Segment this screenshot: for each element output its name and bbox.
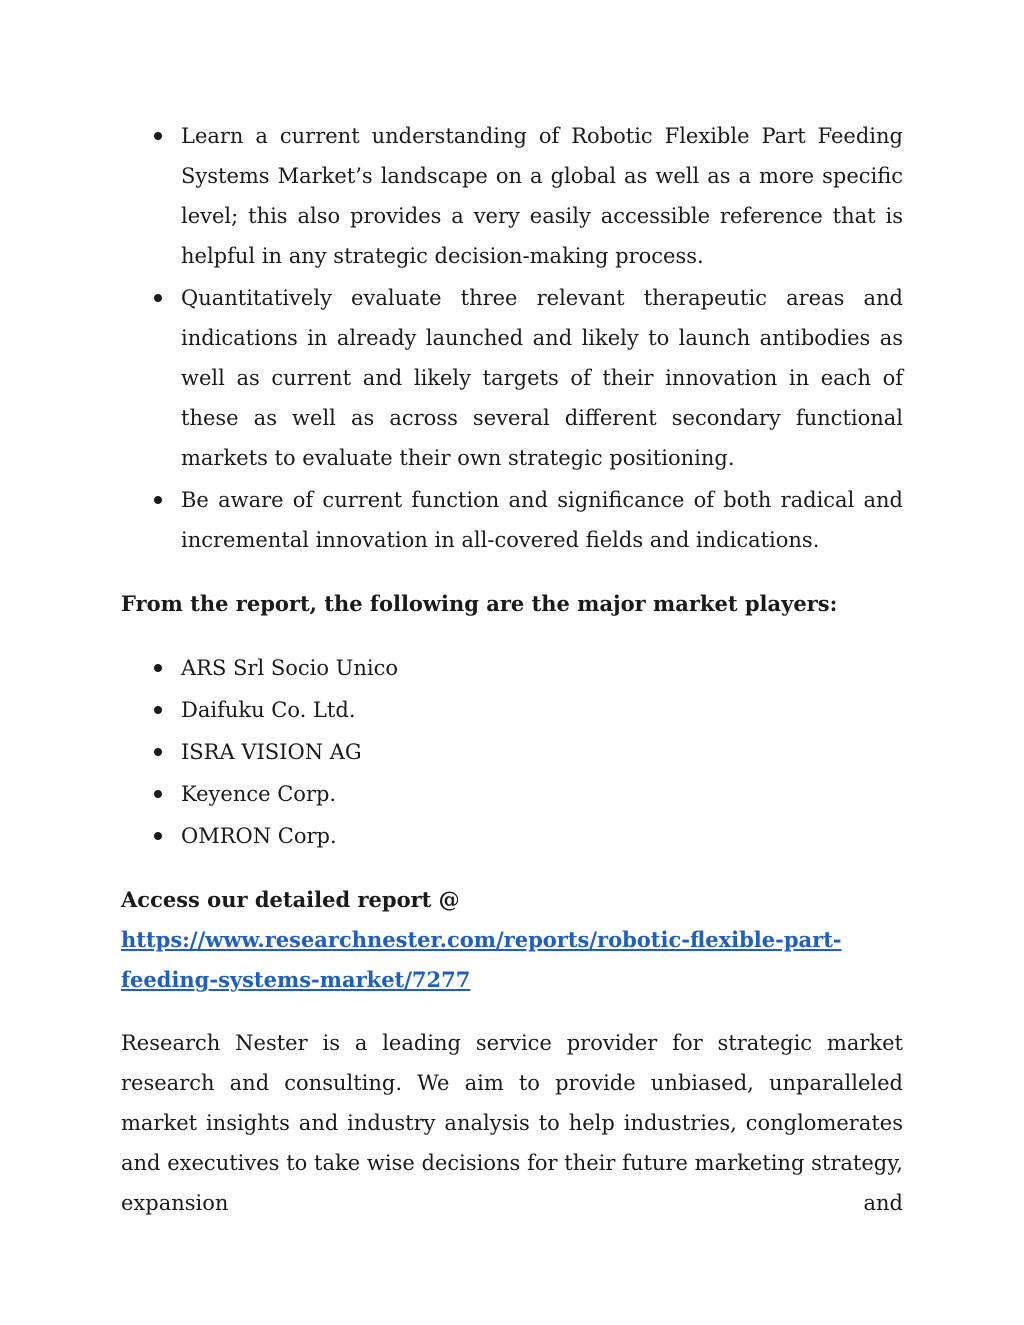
list-item: ISRA VISION AG [121, 732, 903, 772]
access-report-block [121, 880, 903, 1000]
list-item: Be aware of current function and significance of both radical and incremental innovation in all-covered fields and indications. [121, 480, 903, 560]
benefits-list [121, 116, 903, 562]
list-item: OMRON Corp. [121, 816, 903, 856]
list-item: ARS Srl Socio Unico [121, 648, 903, 688]
players-heading: From the report, the following are the major market players: [121, 591, 838, 616]
list-item: Quantitatively evaluate three relevant therapeutic areas and indications in already launched and likely to launch antibodies as well as current and likely targets of their innovation in each of these as well as across several different secondary functional markets to evaluate their own strategic positioning. [121, 278, 903, 478]
report-link[interactable] [121, 920, 901, 1000]
list-item: Learn a current understanding of Robotic Flexible Part Feeding Systems Market’s landscape on a global as well as a more specific level; this also provides a very easily accessible reference that is helpful in any strategic decision-making process. [121, 116, 903, 276]
access-label: Access our detailed report @ [121, 887, 460, 912]
about-paragraph: Research Nester is a leading service provider for strategic market research and consulting. We aim to provide unbiased, unparalleled market insights and industry analysis to help industries, conglomerates and executives to take wise decisions for their future marketing strategy, expansion and [121, 1031, 903, 1215]
report-link-line-2: feeding-systems-market/7277 [121, 967, 471, 992]
list-item: Daifuku Co. Ltd. [121, 690, 903, 730]
players-list [121, 648, 903, 858]
report-link-line-1: https://www.researchnester.com/reports/robotic-flexible-part- [121, 927, 842, 952]
list-item: Keyence Corp. [121, 774, 903, 814]
